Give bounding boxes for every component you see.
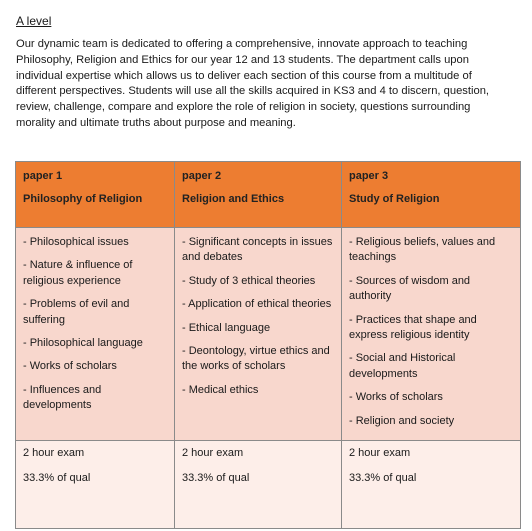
intro-paragraph: Our dynamic team is dedicated to offering a comprehensive, innovate approach to teaching Philosophy, Religion and Ethics for our year 12 and 13 students. The department calls upon individual expertise which allows us to deliver each section of this course from a multitude of different perspectives. Students will use all the skills acquired in KS3 and 4 to discern, question, review, challenge, compare and explore the role of religion in society, questions surrounding morality and ultimate truths about purpose and meaning. bbox=[16, 38, 490, 129]
section-heading: A level bbox=[16, 14, 52, 28]
topic-item: - Religion and society bbox=[349, 414, 455, 427]
paper-1-header bbox=[16, 162, 175, 228]
qual-weighting: 33.3% of qual bbox=[349, 472, 417, 484]
course-table bbox=[15, 161, 521, 529]
paper-2-topics bbox=[175, 228, 342, 441]
topic-item: - Philosophical issues bbox=[23, 236, 129, 248]
paper-label: paper 3 bbox=[349, 170, 389, 182]
paper-2-exam bbox=[175, 441, 342, 529]
exam-duration: 2 hour exam bbox=[182, 447, 244, 459]
topic-item: - Medical ethics bbox=[182, 383, 259, 396]
topic-item: - Significant concepts in issues and debates bbox=[182, 236, 333, 264]
topic-item: - Practices that shape and express religious identity bbox=[349, 313, 477, 342]
paper-label: paper 1 bbox=[23, 170, 63, 182]
topic-item: - Study of 3 ethical theories bbox=[182, 274, 316, 287]
topic-item: - Sources of wisdom and authority bbox=[349, 274, 471, 303]
topic-item: - Religious beliefs, values and teachings bbox=[349, 236, 496, 264]
topic-item: - Application of ethical theories bbox=[182, 298, 332, 311]
qual-weighting: 33.3% of qual bbox=[182, 472, 250, 484]
paper-1-exam bbox=[16, 441, 175, 529]
paper-3-header bbox=[342, 162, 521, 228]
paper-title: Religion and Ethics bbox=[182, 193, 285, 205]
topic-item: - Works of scholars bbox=[23, 360, 117, 373]
topic-item: - Problems of evil and suffering bbox=[23, 298, 130, 326]
paper-title: Philosophy of Religion bbox=[23, 193, 143, 205]
table-header-row bbox=[16, 162, 521, 228]
topic-item: - Social and Historical developments bbox=[349, 352, 456, 380]
exam-duration: 2 hour exam bbox=[23, 447, 85, 459]
topic-item: - Deontology, virtue ethics and the works of scholars bbox=[182, 345, 330, 373]
paper-1-topics bbox=[16, 228, 175, 441]
qual-weighting: 33.3% of qual bbox=[23, 472, 91, 484]
table-exam-row bbox=[16, 441, 521, 529]
topic-item: - Influences and developments bbox=[23, 383, 102, 412]
topic-item: - Philosophical language bbox=[23, 337, 143, 350]
topic-item: - Nature & influence of religious experience bbox=[23, 259, 133, 287]
topic-item: - Works of scholars bbox=[349, 391, 443, 404]
paper-title: Study of Religion bbox=[349, 193, 440, 205]
paper-label: paper 2 bbox=[182, 170, 222, 182]
topic-item: - Ethical language bbox=[182, 321, 271, 334]
paper-3-topics bbox=[342, 228, 521, 441]
paper-3-exam bbox=[342, 441, 521, 529]
paper-2-header bbox=[175, 162, 342, 228]
exam-duration: 2 hour exam bbox=[349, 447, 411, 459]
table-topics-row bbox=[16, 228, 521, 441]
